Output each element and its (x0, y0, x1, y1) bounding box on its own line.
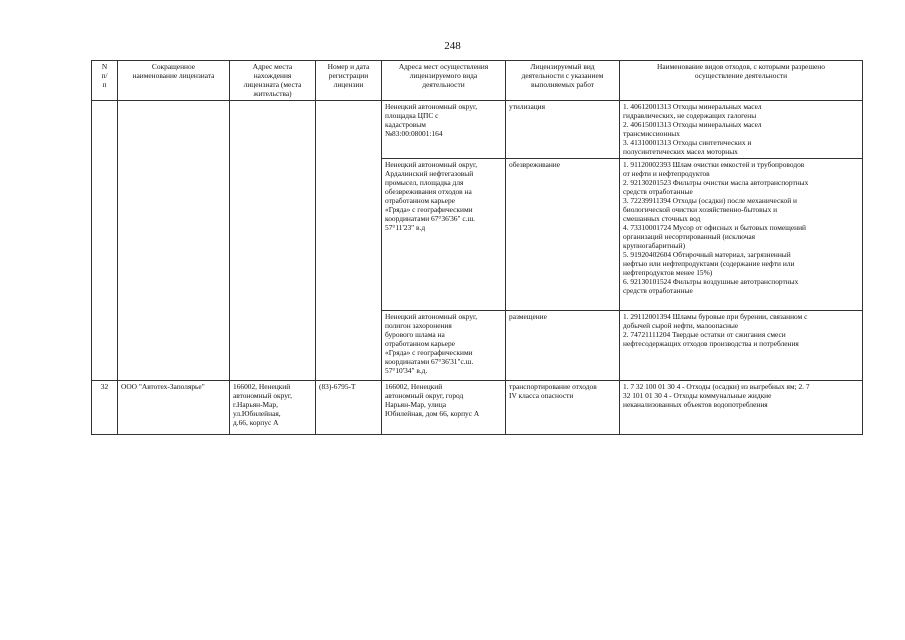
cell-num: 32 (92, 381, 118, 435)
header-license-number: Номер и дата регистрации лицензии (316, 61, 382, 101)
cell-activity-type: размещение (506, 311, 620, 381)
cell-licensee-location: 166002, Ненецкий автономный округ, г.Нарьян-Мар, ул.Юбилейная, д.66, корпус А (230, 381, 316, 435)
header-activity-address: Адреса мест осуществления лицензируемого вида деятельности (382, 61, 506, 101)
cell-location-empty (230, 101, 316, 381)
cell-activity-address: Ненецкий автономный округ, площадка ЦПС с кадастровым №83:00:08001:164 (382, 101, 506, 159)
table-row (92, 381, 863, 435)
header-num: N п/ п (92, 61, 118, 101)
cell-waste-types: 1. 29112001394 Шламы буровые при бурении, связанном с добычей сырой нефти, малоопасные 2. 74721111204 Твердые остатки от сжигания смеси нефтесодержащих отходов производства и потребления (620, 311, 863, 381)
cell-waste-types: 1. 40612001313 Отходы минеральных масел гидравлических, не содержащих галогены 2. 40615001313 Отходы минеральных масел трансмиссионных 3. 41310001313 Отходы синтетических и полусинтетических масел моторных (620, 101, 863, 159)
header-waste-types: Наименование видов отходов, с которыми разрешено осуществление деятельности (620, 61, 863, 101)
header-row (92, 61, 863, 101)
cell-license-empty (316, 101, 382, 381)
license-registry-table (91, 60, 863, 435)
cell-licensee-name: ООО "Автотех-Заполярье" (118, 381, 230, 435)
cell-name-empty (118, 101, 230, 381)
table-row (92, 101, 863, 159)
cell-license-number: (83)-6795-Т (316, 381, 382, 435)
header-activity-type: Лицензируемый вид деятельности с указанием выполняемых работ (506, 61, 620, 101)
cell-waste-types: 1. 7 32 100 01 30 4 - Отходы (осадки) из выгребных ям; 2. 7 32 101 01 30 4 - Отходы коммунальные жидкие неканализованных объектов водопотребления (620, 381, 863, 435)
cell-activity-address: Ненецкий автономный округ, Ардалинский нефтегазовый промысел, площадка для обезвреживания отходов на отработанном карьере «Гряда» с географическими координатами 67°36'36" с.ш. 57°11'23" в.д (382, 159, 506, 311)
cell-activity-address: Ненецкий автономный округ, полигон захоронения бурового шлама на отработанном карьере «Гряда» с географическими координатами 67°36'31"с.ш. 57°10'34" в.д. (382, 311, 506, 381)
cell-activity-type: обезвреживание (506, 159, 620, 311)
cell-activity-type: утилизация (506, 101, 620, 159)
cell-waste-types: 1. 91120002393 Шлам очистки емкостей и трубопроводов от нефти и нефтепродуктов 2. 92130201523 Фильтры очистки масла автотранспортных средств отработанные 3. 72239911394 Отходы (осадки) после механической и биологической очистки хозяйственно-бытовых и смешанных сточных вод 4. 73310001724 Мусор от офисных и бытовых помещений организаций несортированный (исключая крупногабаритный) 5. 91920402604 Обтирочный материал, загрязненный нефтью или нефтепродуктами (содержание нефти или нефтепродуктов менее 15%) 6. 92130101524 Фильтры воздушные автотранспортных средств отработанные (620, 159, 863, 311)
page-number: 248 (444, 40, 461, 52)
cell-activity-address: 166002, Ненецкий автономный округ, город Нарьян-Мар, улица Юбилейная, дом 66, корпус А (382, 381, 506, 435)
header-licensee-name: Сокращенное наименование лицензиата (118, 61, 230, 101)
cell-num-empty (92, 101, 118, 381)
cell-activity-type: транспортирование отходов IV класса опасности (506, 381, 620, 435)
header-licensee-address: Адрес места нахождения лицензиата (места жительства) (230, 61, 316, 101)
